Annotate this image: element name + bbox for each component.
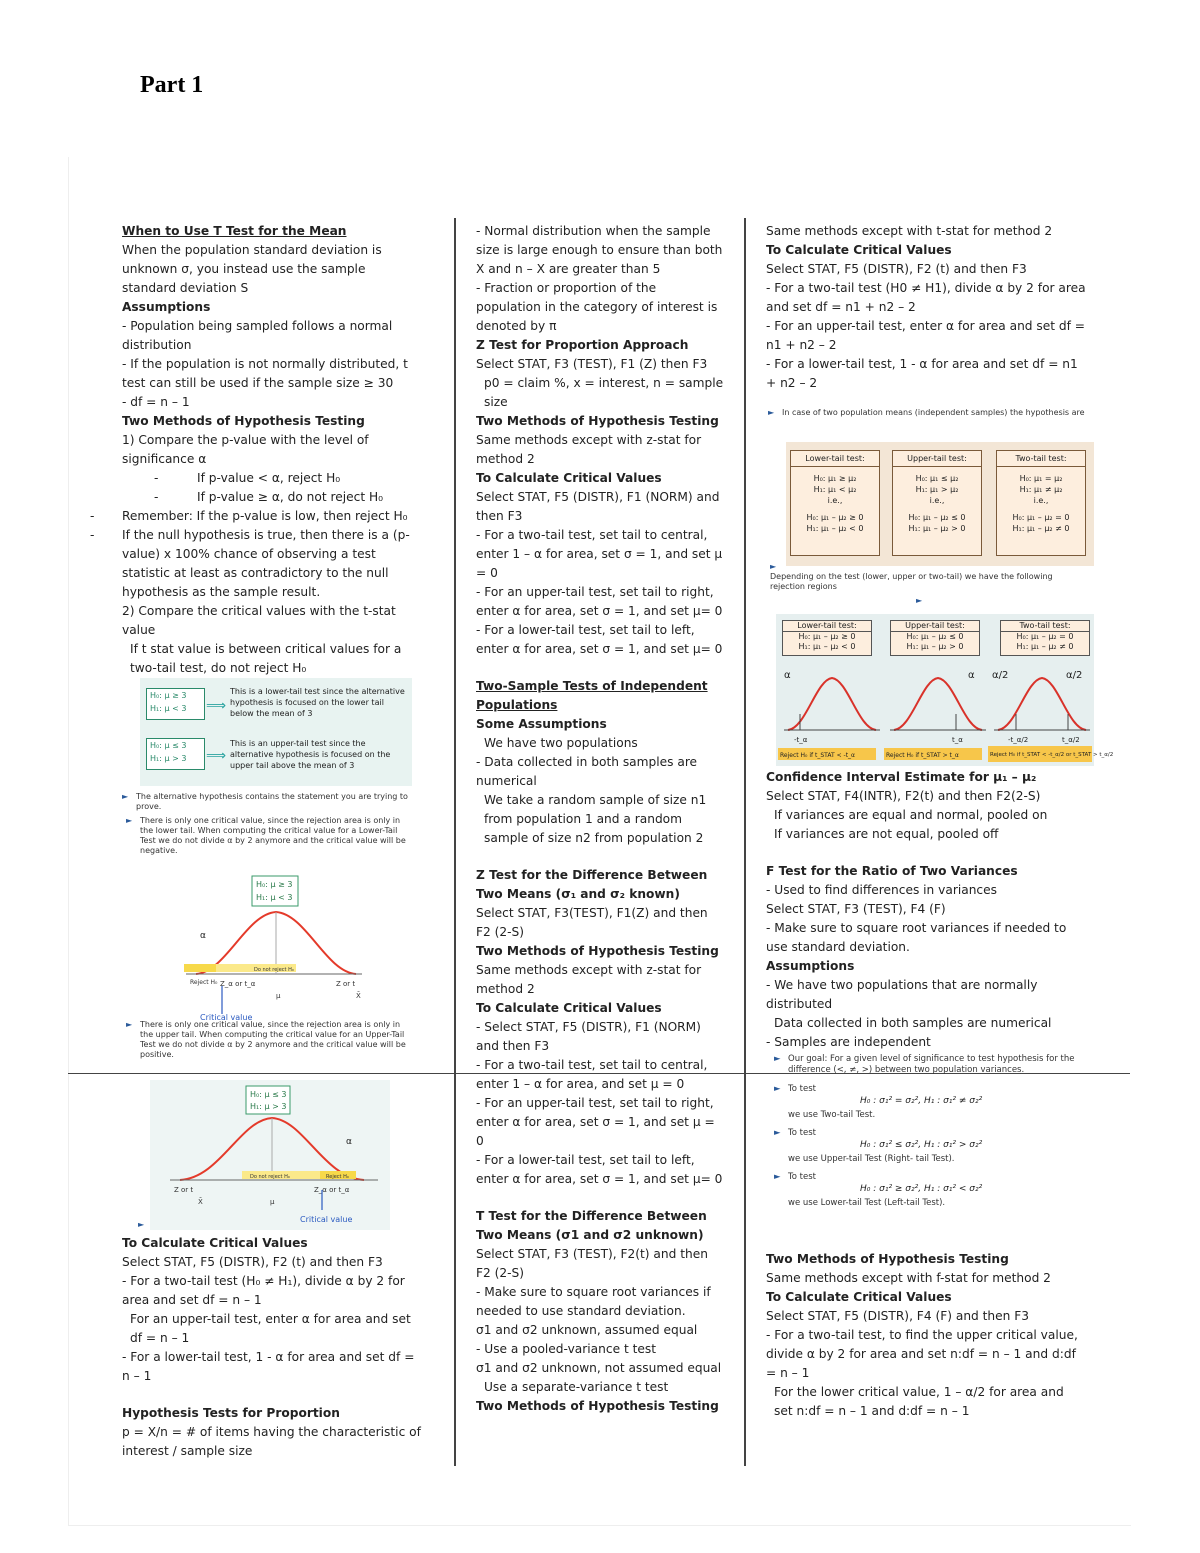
upper-h1: H₁: μ > 3 xyxy=(150,754,187,763)
heading-calc-critical: To Calculate Critical Values xyxy=(766,243,952,257)
rej-upper-label: Reject H₀ if t_STAT > t_α xyxy=(886,752,959,759)
triangle-bullet-icon: ► xyxy=(138,1220,145,1229)
heading-calc-critical: To Calculate Critical Values xyxy=(476,471,662,485)
svg-text:Z or t: Z or t xyxy=(174,1186,194,1194)
text-assumption-3: - df = n – 1 xyxy=(122,395,190,409)
text-ci-2: If variances are equal and normal, pooled on xyxy=(774,808,1048,822)
curve2-h1: H₁: μ > 3 xyxy=(250,1102,287,1111)
heading-f-calc: To Calculate Critical Values xyxy=(766,1290,952,1304)
svg-text:Do not reject H₀: Do not reject H₀ xyxy=(254,967,294,973)
svg-text:t_α: t_α xyxy=(952,736,963,744)
svg-text:X̄: X̄ xyxy=(356,992,361,1000)
heading-f-assumptions: Assumptions xyxy=(766,959,855,973)
alpha-two-left: α/2 xyxy=(992,670,1009,681)
text-fraction-pi: - Fraction or proportion of the population in the category of interest is denoted by π xyxy=(476,281,718,333)
svg-text:Z or t: Z or t xyxy=(336,980,356,988)
column-1-top xyxy=(90,222,422,678)
text-calc-1: Select STAT, F5 (DISTR), F2 (t) and then F3 xyxy=(766,262,1027,276)
heading-assumptions: Assumptions xyxy=(122,300,211,314)
svg-text:X̄: X̄ xyxy=(198,1198,203,1206)
text-f-2: Select STAT, F3 (TEST), F4 (F) xyxy=(766,902,946,916)
heading-td-methods: Two Methods of Hypothesis Testing xyxy=(476,1399,719,1413)
rej-upper-h0: H₀: μ₁ – μ₂ ≤ 0 xyxy=(906,632,964,641)
curve1-h0: H₀: μ ≥ 3 xyxy=(256,880,293,889)
bullet-group-2 xyxy=(122,1020,412,1060)
column-1-bottom xyxy=(122,1234,422,1461)
lower-tail-h0-diff: H₀: μ₁ – μ₂ ≥ 0 xyxy=(806,513,864,522)
heading-two-methods: Two Methods of Hypothesis Testing xyxy=(122,414,365,428)
text-calc-2: - For a two-tail test, set tail to central, enter 1 – α for area, set σ = 1, and set μ = 0 xyxy=(476,528,723,580)
lower-tail-h1-diff: H₁: μ₁ – μ₂ < 0 xyxy=(806,524,864,533)
rej-two-box xyxy=(1000,620,1090,656)
rej-lower-h1: H₁: μ₁ – μ₂ < 0 xyxy=(798,642,856,651)
svg-text:Reject H₀: Reject H₀ xyxy=(190,979,218,986)
text-normal-distribution: - Normal distribution when the sample size is large enough to ensure than both X and n – X are greater than 5 xyxy=(476,224,723,276)
text-f-1: - Used to find differences in variances xyxy=(766,883,997,897)
text-calc-1: Select STAT, F5 (DISTR), F2 (t) and then F3 xyxy=(122,1255,383,1269)
svg-text:Z_α or t_α: Z_α or t_α xyxy=(314,1186,350,1194)
bullet-goal: ► Our goal: For a given level of significance to test hypothesis for the difference (<, ≠, >) between two population variances. xyxy=(774,1054,1075,1075)
text-f-methods: Same methods except with f-stat for method 2 xyxy=(766,1271,1051,1285)
text-td-2: - Make sure to square root variances if needed to use standard deviation. xyxy=(476,1285,711,1318)
bullet-two-means xyxy=(766,408,1086,418)
rej-lower-h0: H₀: μ₁ – μ₂ ≥ 0 xyxy=(798,632,856,641)
svg-text:Reject H₀: Reject H₀ xyxy=(326,1174,349,1180)
bullet-test-3: ► To test xyxy=(774,1172,816,1182)
two-tail-h0-diff: H₀: μ₁ – μ₂ = 0 xyxy=(1012,513,1070,522)
arrow-right-icon: ⟹ xyxy=(206,698,227,714)
triangle-bullet-icon: ► xyxy=(122,792,129,801)
text-method-2: 2) Compare the critical values with the t-stat value xyxy=(122,604,396,637)
text-assume-3: We take a random sample of size n1 from population 1 and a random sample of size n2 from population 2 xyxy=(484,793,707,845)
text-calc-2: - For a two-tail test (H0 ≠ H1), divide α by 2 for area and set df = n1 + n2 – 2 xyxy=(766,281,1086,314)
rej-upper-title: Upper-tail test: xyxy=(891,621,979,632)
text-method-2a: If t stat value is between critical values for a two-tail test, do not reject H₀ xyxy=(130,642,402,675)
rej-lower-title: Lower-tail test: xyxy=(783,621,871,632)
two-tail-title: Two-tail test: xyxy=(997,451,1085,467)
triangle-bullet-icon: ► xyxy=(774,1172,781,1182)
lower-h0: H₀: μ ≥ 3 xyxy=(150,691,187,700)
rejection-regions-figure xyxy=(776,614,1114,766)
text-assumption-1: - Population being sampled follows a normal distribution xyxy=(122,319,393,352)
upper-tail-h0: H₀: μ₁ ≤ μ₂ xyxy=(915,474,959,483)
heading-two-sample: Two-Sample Tests of Independent Populations xyxy=(476,679,708,712)
lower-tail-box xyxy=(790,450,880,556)
triangle-bullet-icon: ► xyxy=(770,562,777,571)
heading-zd-methods: Two Methods of Hypothesis Testing xyxy=(476,944,719,958)
heading-confidence-interval: Confidence Interval Estimate for μ₁ – μ₂ xyxy=(766,770,1037,784)
arrow-right-icon: ⟹ xyxy=(206,748,227,764)
bullet-lower-critical: ► There is only one critical value, since the rejection area is only in the lower tail. When computing the critical value for a Lower-Tail Test we do not divide α by 2 anymore and the critical value will be negative. xyxy=(126,816,406,855)
text-calc-4: - For a lower-tail test, set tail to left, enter α for area, set σ = 1, and set μ= 0 xyxy=(476,623,723,656)
text-f-a-2: Data collected in both samples are numerical xyxy=(774,1016,1052,1030)
f-test-goal-figure xyxy=(774,1054,1090,1208)
text-method-1: 1) Compare the p-value with the level of significance α xyxy=(122,433,369,466)
rej-lower-box xyxy=(782,620,872,656)
text-ci-3: If variances are not equal, pooled off xyxy=(774,827,999,841)
svg-text:μ: μ xyxy=(276,992,281,1000)
svg-text:t_α/2: t_α/2 xyxy=(1062,736,1080,744)
svg-text:α: α xyxy=(346,1137,352,1147)
text-f-calc-1: Select STAT, F5 (DISTR), F4 (F) and then F3 xyxy=(766,1309,1030,1323)
text-assume-2: - Data collected in both samples are numerical xyxy=(476,755,698,788)
upper-h0: H₀: μ ≤ 3 xyxy=(150,741,187,750)
column-divider-1 xyxy=(454,218,456,1466)
upper-tail-h1-diff: H₁: μ₁ – μ₂ > 0 xyxy=(908,524,966,533)
text-method-1b: - If p-value ≥ α, do not reject H₀ xyxy=(154,490,384,504)
text-zd-calc-3: - For an upper-tail test, set tail to right, enter α for area, set σ = 1, and set μ = 0 xyxy=(476,1096,715,1148)
equation-two-tail: H₀ : σ₁² = σ₂², H₁ : σ₁² ≠ σ₂² xyxy=(860,1096,983,1106)
text-assume-1: We have two populations xyxy=(484,736,638,750)
two-tail-h0: H₀: μ₁ = μ₂ xyxy=(1019,474,1063,483)
svg-text:Z_α or t_α: Z_α or t_α xyxy=(220,980,256,988)
text-calc-2: - For a two-tail test (H₀ ≠ H₁), divide α by 2 for area and set df = n – 1 xyxy=(122,1274,405,1307)
equation-lower-tail: H₀ : σ₁² ≥ σ₂², H₁ : σ₁² < σ₂² xyxy=(860,1184,983,1194)
equation-upper-tail: H₀ : σ₁² ≤ σ₂², H₁ : σ₁² > σ₂² xyxy=(860,1140,983,1150)
text-calc-1: Select STAT, F5 (DISTR), F1 (NORM) and then F3 xyxy=(476,490,720,523)
rejection-curves xyxy=(776,658,1114,766)
text-calc-3: - For an upper-tail test, set tail to right, enter α for area, set σ = 1, and set μ= 0 xyxy=(476,585,723,618)
column-divider-2 xyxy=(744,218,746,1466)
two-tail-h1-diff: H₁: μ₁ – μ₂ ≠ 0 xyxy=(1012,524,1070,533)
heading-t-test-mean: When to Use T Test for the Mean xyxy=(122,224,347,238)
lower-tail-title: Lower-tail test: xyxy=(791,451,879,467)
bullet-test-2: ► To test xyxy=(774,1128,816,1138)
svg-text:-t_α: -t_α xyxy=(794,736,808,744)
rej-two-title: Two-tail test: xyxy=(1001,621,1089,632)
upper-tail-title: Upper-tail test: xyxy=(893,451,981,467)
curve2-critical-label: Critical value xyxy=(300,1215,353,1224)
text-calc-4: - For a lower-tail test, 1 - α for area and set df = n – 1 xyxy=(122,1350,415,1383)
text-td-6: Use a separate-variance t test xyxy=(484,1380,669,1394)
rej-upper-h1: H₁: μ₁ – μ₂ > 0 xyxy=(906,642,964,651)
upper-tail-hypothesis-box xyxy=(146,738,205,770)
svg-text:-t_α/2: -t_α/2 xyxy=(1008,736,1029,744)
text-td-5: σ1 and σ2 unknown, not assumed equal xyxy=(476,1361,722,1375)
text-zd-methods: Same methods except with z-stat for method 2 xyxy=(476,963,702,996)
heading-some-assumptions: Some Assumptions xyxy=(476,717,607,731)
text-ci-1: Select STAT, F4(INTR), F2(t) and then F2(2-S) xyxy=(766,789,1041,803)
two-means-hypothesis-figure xyxy=(786,442,1094,566)
two-tail-box xyxy=(996,450,1086,556)
svg-text:Do not reject H₀: Do not reject H₀ xyxy=(250,1174,290,1180)
column-3-top xyxy=(766,222,1086,393)
heading-proportion: Hypothesis Tests for Proportion xyxy=(122,1406,340,1420)
heading-z-diff: Z Test for the Difference Between Two Means (σ₁ and σ₂ known) xyxy=(476,868,708,901)
text-zd-calc-4: - For a lower-tail test, set tail to left, enter α for area, set σ = 1, and set μ= 0 xyxy=(476,1153,723,1186)
text-f-calc-2: - For a two-tail test, to find the upper critical value, divide α by 2 for area and set n:df = n – 1 and d:df = n – 1 xyxy=(766,1328,1078,1380)
text-z-2: p0 = claim %, x = interest, n = sample size xyxy=(484,376,724,409)
heading-f-test: F Test for the Ratio of Two Variances xyxy=(766,864,1018,878)
lower-tail-curve-figure xyxy=(176,874,370,1024)
alpha-upper: α xyxy=(968,670,975,681)
text-use-lower-tail: we use Lower-tail Test (Left-tail Test). xyxy=(788,1198,946,1208)
triangle-bullet-icon: ► xyxy=(916,596,923,605)
text-remember: - Remember: If the p-value is low, then reject H₀ xyxy=(90,509,408,523)
text-zd-calc-2: - For a two-tail test, set tail to central, enter 1 – α for area, and set μ = 0 xyxy=(476,1058,708,1091)
rej-lower-label: Reject H₀ if t_STAT < -t_α xyxy=(780,752,855,759)
two-tail-h1: H₁: μ₁ ≠ μ₂ xyxy=(1019,485,1063,494)
triangle-bullet-icon: ► xyxy=(768,408,775,417)
upper-tail-h0-diff: H₀: μ₁ – μ₂ ≤ 0 xyxy=(908,513,966,522)
heading-t-diff: T Test for the Difference Between Two Means (σ1 and σ2 unknown) xyxy=(476,1209,707,1242)
text-use-upper-tail: we use Upper-tail Test (Right- tail Test). xyxy=(788,1154,955,1164)
upper-tail-explanation: This is an upper-tail test since the alternative hypothesis is focused on the upper tail above the mean of 3 xyxy=(230,739,391,770)
lower-tail-explanation: This is a lower-tail test since the alternative hypothesis is focused on the lower tail below the mean of 3 xyxy=(230,687,405,718)
column-2 xyxy=(476,222,724,1416)
hypothesis-example-figure xyxy=(140,678,412,786)
heading-z-proportion: Z Test for Proportion Approach xyxy=(476,338,689,352)
text-methods-z: Same methods except with z-stat for method 2 xyxy=(476,433,702,466)
heading-f-methods: Two Methods of Hypothesis Testing xyxy=(766,1252,1009,1266)
two-tail-ie: i.e., xyxy=(1033,496,1049,505)
text-f-a-3: - Samples are independent xyxy=(766,1035,931,1049)
text-null-hypothesis: - If the null hypothesis is true, then there is a (p-value) x 100% chance of observing a test statistic at least as contradictory to the null hypothesis as the sample result. xyxy=(90,528,410,599)
text-method-1a: - If p-value < α, reject H₀ xyxy=(154,471,341,485)
depending-text-block xyxy=(770,562,1086,606)
curve1-critical-label: Critical value xyxy=(200,1013,253,1022)
upper-tail-ie: i.e., xyxy=(929,496,945,505)
part-title: Part 1 xyxy=(140,72,204,98)
lower-tail-ie: i.e., xyxy=(827,496,843,505)
text-same-methods-t: Same methods except with t-stat for method 2 xyxy=(766,224,1053,238)
curve2-h0: H₀: μ ≤ 3 xyxy=(250,1090,287,1099)
lower-tail-h0: H₀: μ₁ ≥ μ₂ xyxy=(813,474,857,483)
text-z-1: Select STAT, F3 (TEST), F1 (Z) then F3 xyxy=(476,357,708,371)
heading-zd-calc: To Calculate Critical Values xyxy=(476,1001,662,1015)
curve1-h1: H₁: μ < 3 xyxy=(256,893,293,902)
text-zd-calc-1: - Select STAT, F5 (DISTR), F1 (NORM) and then F3 xyxy=(476,1020,701,1053)
triangle-bullet-icon: ► xyxy=(774,1084,781,1094)
text-proportion: p = X/n = # of items having the characteristic of interest / sample size xyxy=(122,1425,421,1458)
lower-h1: H₁: μ < 3 xyxy=(150,704,187,713)
text-depending: Depending on the test (lower, upper or two-tail) we have the following rejection regions xyxy=(770,572,1053,591)
heading-two-methods: Two Methods of Hypothesis Testing xyxy=(476,414,719,428)
alpha-two-right: α/2 xyxy=(1066,670,1083,681)
lower-tail-hypothesis-box xyxy=(146,688,205,720)
triangle-bullet-icon: ► xyxy=(126,1020,133,1029)
heading-calc-critical: To Calculate Critical Values xyxy=(122,1236,308,1250)
rej-two-h0: H₀: μ₁ – μ₂ = 0 xyxy=(1016,632,1074,641)
bullet-two-means-text: ► In case of two population means (independent samples) the hypothesis are xyxy=(768,408,1085,417)
text-f-3: - Make sure to square root variances if needed to use standard deviation. xyxy=(766,921,1067,954)
alpha-lower: α xyxy=(784,670,791,681)
column-3-bottom xyxy=(766,1250,1086,1421)
svg-text:α: α xyxy=(200,931,206,941)
triangle-bullet-icon: ► xyxy=(774,1054,781,1064)
triangle-bullet-icon: ► xyxy=(774,1128,781,1138)
rej-two-h1: H₁: μ₁ – μ₂ ≠ 0 xyxy=(1016,642,1074,651)
upper-tail-box xyxy=(892,450,982,556)
bullet-alternative: ► The alternative hypothesis contains the statement you are trying to prove. xyxy=(122,792,408,811)
upper-tail-h1: H₁: μ₁ > μ₂ xyxy=(915,485,959,494)
text-td-1: Select STAT, F3 (TEST), F2(t) and then F2 (2-S) xyxy=(476,1247,708,1280)
column-3-middle xyxy=(766,768,1086,1052)
text-f-calc-3: For the lower critical value, 1 – α/2 for area and set n:df = n – 1 and d:df = n – 1 xyxy=(774,1385,1064,1418)
text-use-two-tail: we use Two-tail Test. xyxy=(788,1110,876,1120)
svg-text:μ: μ xyxy=(270,1198,275,1206)
text-td-3: σ1 and σ2 unknown, assumed equal xyxy=(476,1323,698,1337)
bullet-group-1 xyxy=(122,792,412,856)
text-calc-3: - For an upper-tail test, enter α for area and set df = n1 + n2 – 2 xyxy=(766,319,1086,352)
text-assumption-2: - If the population is not normally distributed, t test can still be used if the sample size ≥ 30 xyxy=(122,357,408,390)
text-calc-4: - For a lower-tail test, 1 - α for area and set df = n1 + n2 – 2 xyxy=(766,357,1078,390)
triangle-bullet-icon: ► xyxy=(126,816,133,825)
rej-upper-box xyxy=(890,620,980,656)
text-t-test-intro: When the population standard deviation is unknown σ, you instead use the sample standard deviation S xyxy=(122,243,382,295)
text-td-4: - Use a pooled-variance t test xyxy=(476,1342,656,1356)
text-f-a-1: - We have two populations that are normally distributed xyxy=(766,978,1038,1011)
text-calc-3: For an upper-tail test, enter α for area and set df = n – 1 xyxy=(130,1312,411,1345)
bullet-upper-critical: ► There is only one critical value, since the rejection area is only in the upper tail. When computing the critical value for an Upper-Tail Test we do not divide α by 2 anymore and the critical value will be positive. xyxy=(126,1020,406,1059)
rej-two-label: Reject H₀ if t_STAT < -t_α/2 or t_STAT > t_α/2 xyxy=(990,752,1114,758)
text-zd-1: Select STAT, F3(TEST), F1(Z) and then F2 (2-S) xyxy=(476,906,708,939)
upper-tail-curve-figure xyxy=(150,1080,390,1230)
bullet-test-1: ► To test xyxy=(774,1084,816,1094)
lower-tail-h1: H₁: μ₁ < μ₂ xyxy=(813,485,857,494)
